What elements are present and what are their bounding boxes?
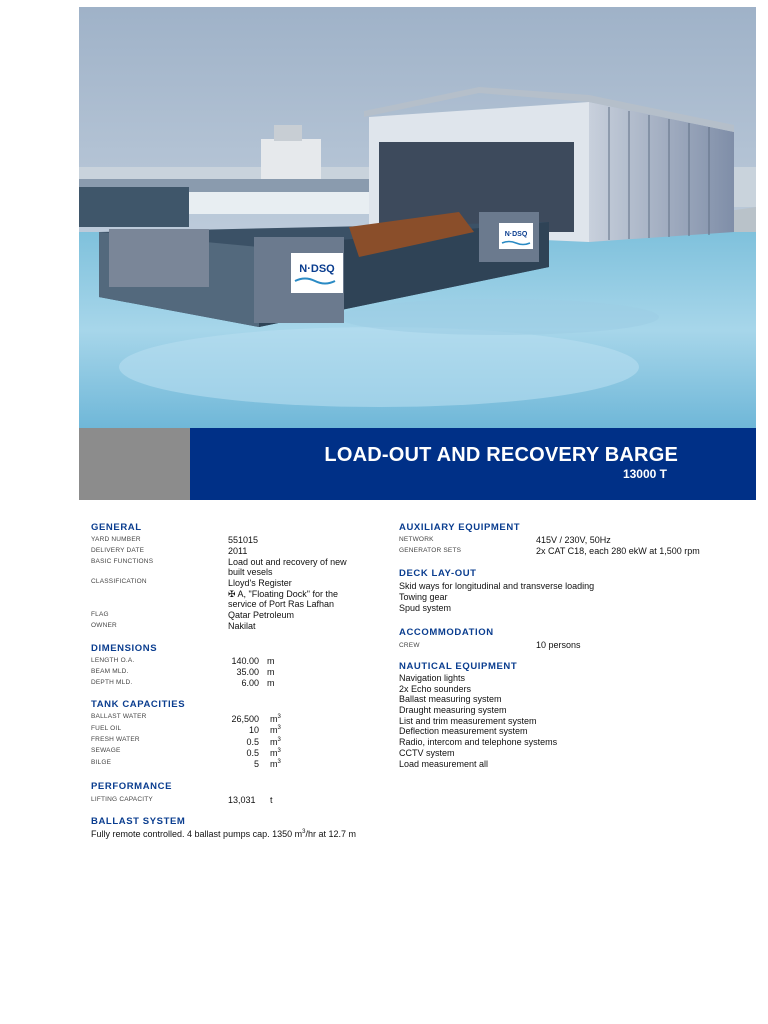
ballast-system-heading: BALLAST SYSTEM	[91, 816, 186, 827]
sewage-value: 0.5	[246, 748, 259, 758]
fresh-water-label: FRESH WATER	[91, 736, 140, 743]
svg-text:N·DSQ: N·DSQ	[299, 263, 335, 275]
classification-line-3: service of Port Ras Lafhan	[228, 599, 335, 609]
deck-item: Spud system	[399, 603, 452, 613]
deck-item: Towing gear	[399, 592, 448, 602]
page-title: LOAD-OUT AND RECOVERY BARGE	[324, 444, 678, 466]
generator-sets-value: 2x CAT C18, each 280 ekW at 1,500 rpm	[536, 546, 700, 556]
nautical-item: 2x Echo sounders	[399, 684, 472, 694]
crew-label: CREW	[399, 642, 420, 649]
ballast-water-label: BALLAST WATER	[91, 713, 147, 720]
hero-image	[79, 7, 756, 428]
general-heading: GENERAL	[91, 522, 142, 533]
nautical-item: Deflection measurement system	[399, 726, 528, 736]
length-label: LENGTH O.A.	[91, 657, 135, 664]
depth-label: DEPTH MLD.	[91, 679, 133, 686]
fresh-water-unit: $m^3$	[270, 737, 281, 747]
classification-line-1: Lloyd's Register	[228, 578, 292, 588]
performance-heading: PERFORMANCE	[91, 781, 173, 792]
deck-item: Skid ways for longitudinal and transverse loading	[399, 581, 595, 591]
deck-layout-heading: DECK LAY-OUT	[399, 568, 477, 579]
delivery-date-label: DELIVERY DATE	[91, 547, 145, 554]
barge-rendering	[79, 7, 756, 428]
classification-line-2: ✠ A, "Floating Dock" for the	[228, 589, 338, 599]
yard-number-value: 551015	[228, 535, 259, 545]
ballast-system-text: Fully remote controlled. 4 ballast pumps cap. 1350 $m^3/hr$ at 12.7 m	[91, 829, 356, 839]
flag-label: FLAG	[91, 611, 109, 618]
crew-value: 10 persons	[536, 640, 581, 650]
lifting-capacity-unit: t	[270, 795, 273, 805]
length-value: 140.00	[231, 656, 259, 666]
yard-number-label: YARD NUMBER	[91, 536, 141, 543]
beam-unit: m	[267, 667, 275, 677]
classification-label: CLASSIFICATION	[91, 578, 147, 585]
bilge-unit: $m^3$	[270, 759, 281, 769]
ballast-water-value: 26,500	[231, 714, 259, 724]
owner-label: OWNER	[91, 622, 117, 629]
lifting-capacity-label: LIFTING CAPACITY	[91, 796, 153, 803]
sewage-unit: $m^3$	[270, 748, 281, 758]
auxiliary-heading: AUXILIARY EQUIPMENT	[399, 522, 521, 533]
ballast-water-unit: $m^3$	[270, 714, 281, 724]
title-band-grey	[79, 428, 190, 500]
fresh-water-value: 0.5	[246, 737, 259, 747]
bilge-value: 5	[253, 759, 259, 769]
delivery-date-value: 2011	[228, 546, 248, 556]
depth-unit: m	[267, 678, 275, 688]
nautical-item: Radio, intercom and telephone systems	[399, 737, 558, 747]
beam-label: BEAM MLD.	[91, 668, 129, 675]
lifting-capacity-value: 13,031	[228, 795, 256, 805]
basic-functions-line-1: Load out and recovery of new	[228, 557, 347, 567]
fuel-oil-value: 10	[248, 725, 259, 735]
dimensions-heading: DIMENSIONS	[91, 643, 158, 654]
fuel-oil-unit: $m^3$	[270, 725, 281, 735]
length-unit: m	[267, 656, 275, 666]
network-value: 415V / 230V, 50Hz	[536, 535, 611, 545]
nautical-item: CCTV system	[399, 748, 455, 758]
basic-functions-line-2: built vesels	[228, 567, 273, 577]
nautical-item: Ballast measuring system	[399, 694, 502, 704]
flag-value: Qatar Petroleum	[228, 610, 295, 620]
svg-text:N·DSQ: N·DSQ	[504, 231, 528, 238]
bilge-label: BILGE	[91, 759, 112, 766]
depth-value: 6.00	[241, 678, 259, 688]
tank-capacities-heading: TANK CAPACITIES	[91, 699, 186, 710]
accommodation-heading: ACCOMMODATION	[399, 627, 494, 638]
beam-value: 35.00	[236, 667, 259, 677]
nautical-item: Draught measuring system	[399, 705, 507, 715]
fuel-oil-label: FUEL OIL	[91, 725, 122, 732]
nautical-item: Load measurement all	[399, 759, 489, 769]
sewage-label: SEWAGE	[91, 747, 121, 754]
network-label: NETWORK	[399, 536, 434, 543]
page-subtitle: 13000 T	[622, 467, 667, 481]
nautical-item: List and trim measurement system	[399, 716, 537, 726]
owner-value: Nakilat	[228, 621, 256, 631]
nautical-item: Navigation lights	[399, 673, 466, 683]
generator-sets-label: GENERATOR SETS	[399, 547, 462, 554]
nautical-heading: NAUTICAL EQUIPMENT	[399, 661, 518, 672]
basic-functions-label: BASIC FUNCTIONS	[91, 558, 154, 565]
